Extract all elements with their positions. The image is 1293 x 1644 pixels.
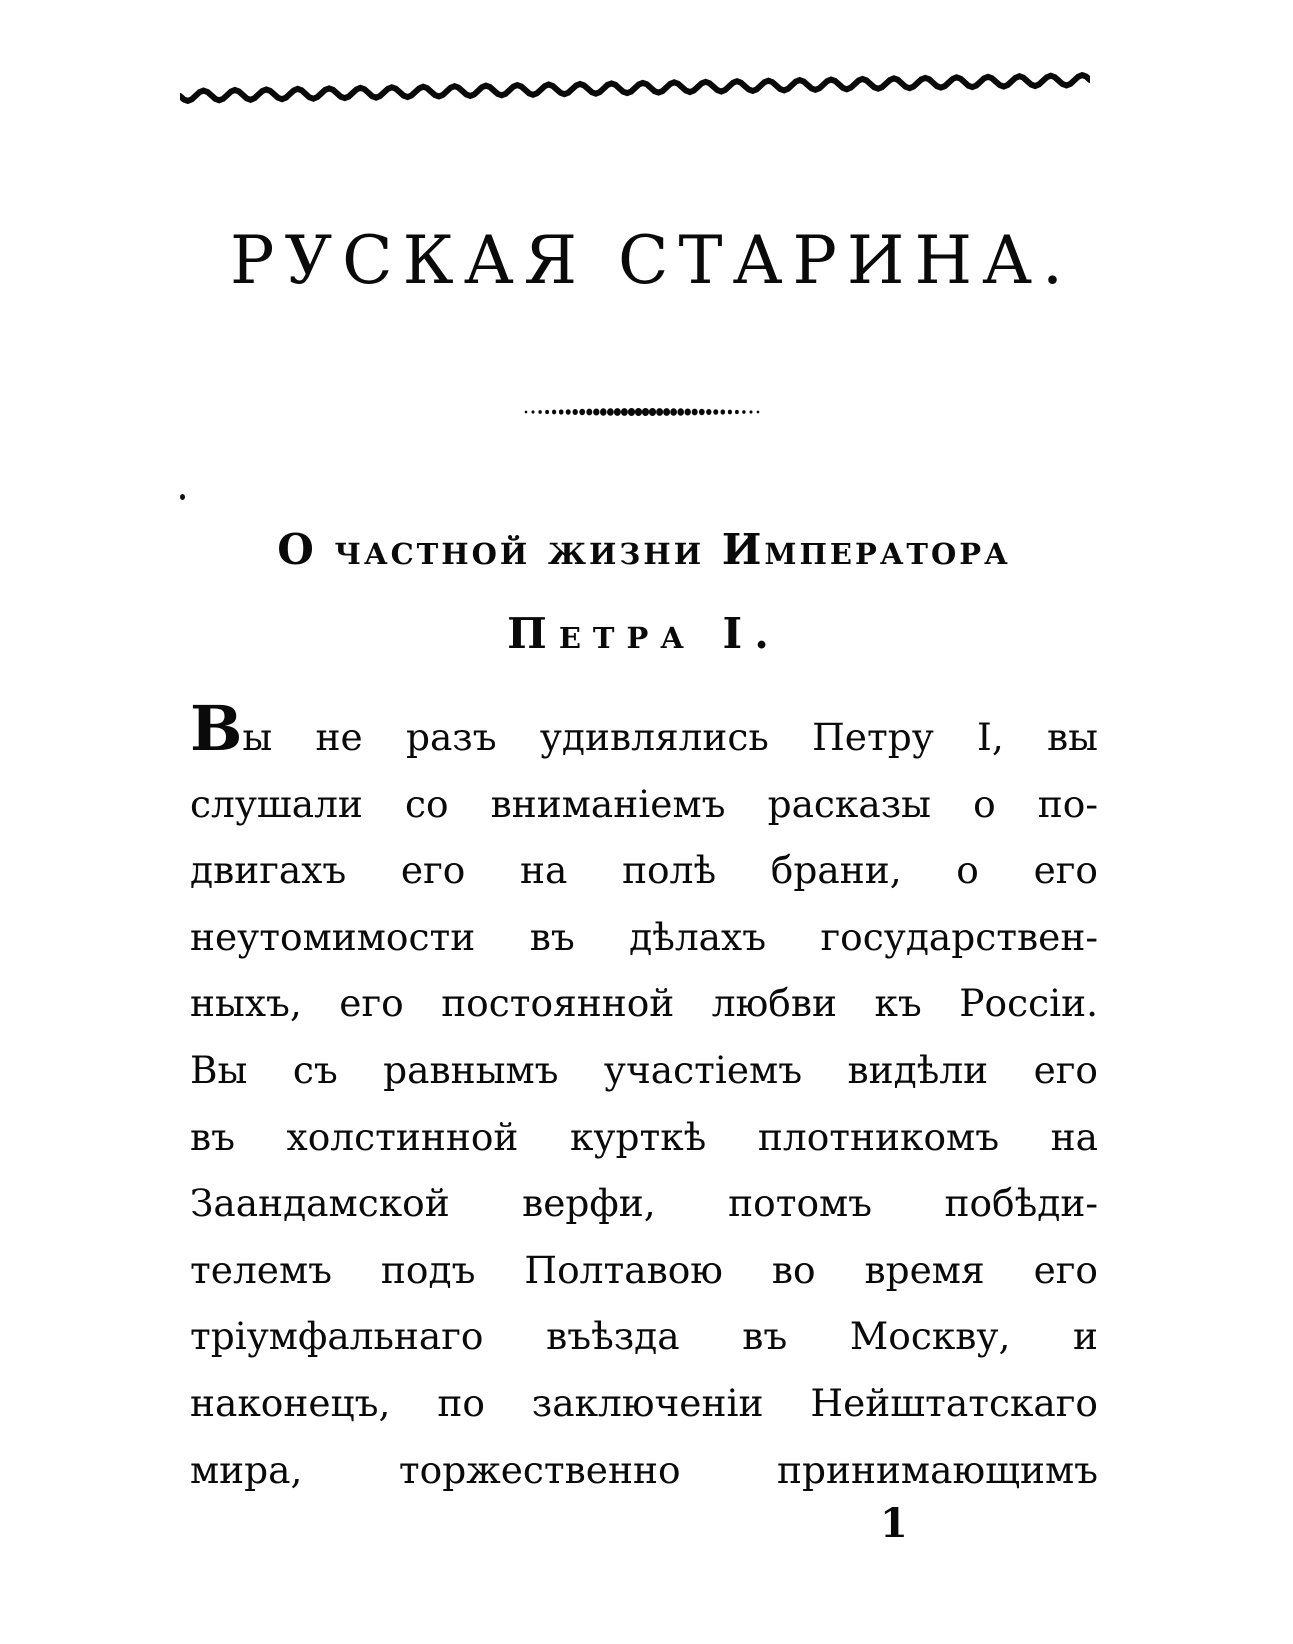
ornament-dot: [600, 408, 607, 415]
signature-mark: 1: [880, 1500, 908, 1547]
ornament-dot: [525, 411, 528, 414]
body-line-1-text: ы не разъ удивлялись Петру I, вы: [242, 715, 1098, 759]
ornament-dot: [538, 410, 541, 414]
ornament-dot: [621, 408, 628, 416]
ornament-dot: [757, 411, 760, 414]
article-title: [190, 508, 1098, 676]
ornament-dot: [593, 409, 599, 416]
ornament-dot: [635, 408, 642, 416]
ornament-dot: [699, 409, 705, 415]
ornament-dot: [685, 409, 691, 416]
body-line-8: Заандамской верфи, потомъ побѣди-: [190, 1181, 1098, 1226]
ornament-dot: [532, 410, 535, 413]
ornament-dot: [607, 408, 614, 416]
ornament-dot: [750, 410, 753, 413]
ornament-dot: [552, 410, 556, 415]
body-line-11: наконецъ, по заключеніи Нейштатскаго: [190, 1380, 1098, 1425]
ornament-dot: [735, 410, 739, 414]
ornament-dot: [706, 409, 711, 415]
body-line-7: въ холстинной курткѣ плотникомъ на: [190, 1114, 1098, 1159]
ornament-dot: [545, 410, 549, 414]
ornament-dot: [721, 409, 726, 414]
body-line-1: [190, 692, 1098, 771]
ornament-dot: [559, 409, 564, 414]
ornament-dot: [713, 409, 718, 415]
body-line-9: телемъ подъ Полтавою во время его: [190, 1247, 1098, 1292]
body-line-3: двигахъ его на полѣ брани, о его: [190, 848, 1098, 893]
drop-cap: В: [190, 692, 243, 765]
ornament-dot: [649, 408, 656, 416]
ornament-dot: [656, 408, 663, 416]
article-title-line-2: Петра I.: [507, 609, 781, 658]
body-line-6: Вы съ равнымъ участіемъ видѣли его: [190, 1047, 1098, 1092]
ornament-dot: [742, 410, 745, 414]
ornament-dot: [614, 408, 621, 416]
body-line-12: мира, торжественно принимающимъ: [190, 1447, 1098, 1492]
ornament-dot: [677, 408, 684, 415]
ornament-dot: [670, 408, 677, 416]
ornament-dot: [579, 409, 585, 415]
ornament-dot: [642, 408, 649, 416]
body-line-4: неутомимости въ дѣлахъ государствен-: [190, 914, 1098, 959]
ornament-dot: [586, 409, 592, 416]
ornament-dot: [692, 409, 698, 416]
wavy-line-ornament: [180, 62, 1090, 112]
dotted-flourish-ornament: [522, 402, 762, 422]
ornament-dot: [663, 408, 670, 416]
ornament-dot: [628, 408, 635, 416]
ornament-dot: [566, 409, 571, 415]
body-line-10: тріумфальнаго въѣзда въ Москву, и: [190, 1314, 1098, 1359]
article-title-line-1: О частной жизни Императора: [277, 525, 1011, 574]
section-title: РУСКАЯ СТАРИНА.: [230, 222, 1073, 299]
article-body: [190, 692, 1098, 1503]
body-line-2: слушали со вниманіемъ расказы о по-: [190, 781, 1098, 826]
stray-ink-mark: [180, 494, 185, 500]
ornament-dot: [728, 410, 732, 415]
ornament-dot: [573, 409, 578, 415]
body-line-5: ныхъ, его постоянной любви къ Россіи.: [190, 981, 1098, 1026]
